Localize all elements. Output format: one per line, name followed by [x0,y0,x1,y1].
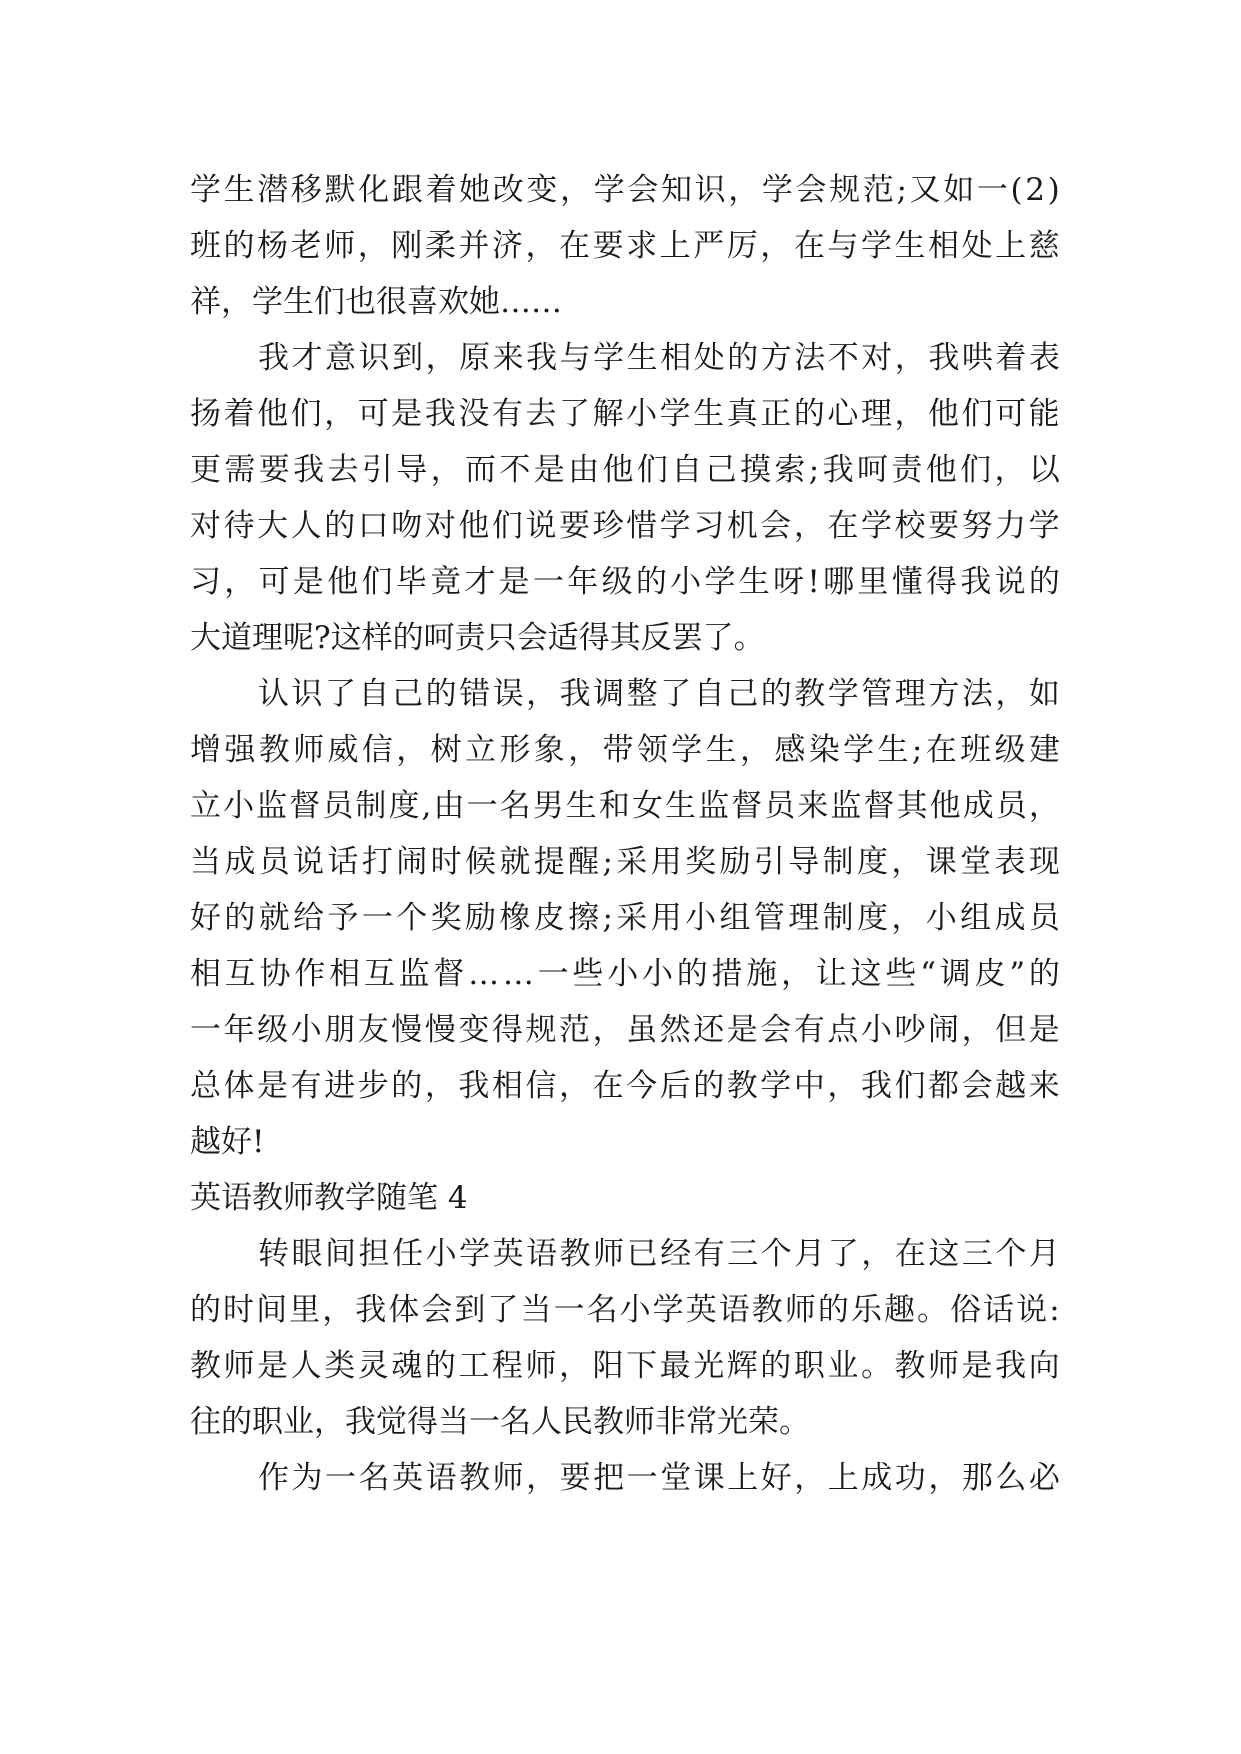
text-line: 增 强 教 师 威 信 ， 树 立 形 象 ， 带 领 学 生 ， 感 染 学 生 ; 在 班 级 建 [190,732,1060,768]
text-line: 越好! [190,1124,265,1160]
paragraph-first-line: 认 识 了 自 己 的 错 误 ， 我 调 整 了 自 己 的 教 学 管 理 方 法 ， 如 [258,676,1060,712]
text-line: 往的职业，我觉得当一名人民教师非常光荣。 [190,1404,810,1440]
text-line: 的 时 间 里 ， 我 体 会 到 了 当 一 名 小 学 英 语 教 师 的 乐 趣 。 俗 话 说 : [190,1292,1060,1328]
text-line: 相 互 协 作 相 互 监 督 … … 一 些 小 小 的 措 施 ， 让 这 些 “ 调 皮 ” 的 [190,956,1060,992]
paragraph-first-line: 转 眼 间 担 任 小 学 英 语 教 师 已 经 有 三 个 月 了 ， 在 这 三 个 月 [258,1236,1060,1272]
text-line: 扬 着 他 们 ， 可 是 我 没 有 去 了 解 小 学 生 真 正 的 心 理 ， 他 们 可 能 [190,396,1060,432]
text-line: 一 年 级 小 朋 友 慢 慢 变 得 规 范 ， 虽 然 还 是 会 有 点 小 吵 闹 ， 但 是 [190,1012,1060,1048]
text-line: 习 ， 可 是 他 们 毕 竟 才 是 一 年 级 的 小 学 生 呀 ! 哪 里 懂 得 我 说 的 [190,564,1060,600]
text-line: 立 小 监 督 员 制 度 , 由 一 名 男 生 和 女 生 监 督 员 来 监 督 其 他 成 员 ， [190,788,1060,824]
text-line: 更 需 要 我 去 引 导 ， 而 不 是 由 他 们 自 己 摸 索 ; 我 呵 责 他 们 ， 以 [190,452,1060,488]
text-line: 当 成 员 说 话 打 闹 时 候 就 提 醒 ; 采 用 奖 励 引 导 制 度 ， 课 堂 表 现 [190,844,1060,880]
paragraph-first-line: 作 为 一 名 英 语 教 师 ， 要 把 一 堂 课 上 好 ， 上 成 功 ， 那 么 必 [258,1460,1060,1496]
text-line: 总 体 是 有 进 步 的 ， 我 相 信 ， 在 今 后 的 教 学 中 ， 我 们 都 会 越 来 [190,1068,1060,1104]
text-line: 教 师 是 人 类 灵 魂 的 工 程 师 ， 阳 下 最 光 辉 的 职 业 。 教 师 是 我 向 [190,1348,1060,1384]
text-line: 大道理呢?这样的呵责只会适得其反罢了。 [190,620,765,656]
paragraph-first-line: 我 才 意 识 到 ， 原 来 我 与 学 生 相 处 的 方 法 不 对 ， 我 哄 着 表 [258,340,1060,376]
text-line: 班 的 杨 老 师 ， 刚 柔 并 济 ， 在 要 求 上 严 厉 ， 在 与 学 生 相 处 上 慈 [190,228,1060,264]
text-line: 对 待 大 人 的 口 吻 对 他 们 说 要 珍 惜 学 习 机 会 ， 在 学 校 要 努 力 学 [190,508,1060,544]
section-heading: 英语教师教学随笔 4 [190,1180,468,1216]
text-line: 学 生 潜 移 默 化 跟 着 她 改 变 ， 学 会 知 识 ， 学 会 规 范 ; 又 如 一 ( 2 ) [190,172,1060,208]
text-line: 祥，学生们也很喜欢她…… [190,284,562,320]
text-line: 好 的 就 给 予 一 个 奖 励 橡 皮 擦 ; 采 用 小 组 管 理 制 度 ， 小 组 成 员 [190,900,1060,936]
